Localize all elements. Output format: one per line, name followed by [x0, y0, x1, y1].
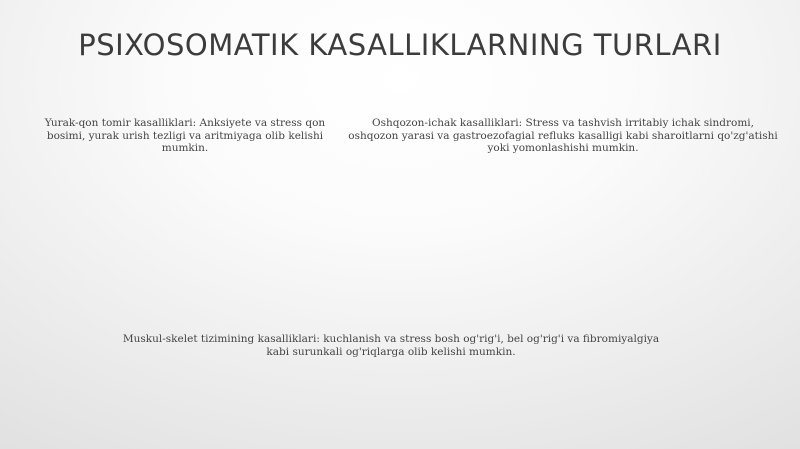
cardiovascular-text: Yurak-qon tomir kasalliklari: Anksiyete va stress qon bosimi, yurak urish tezligi va aritmiyaga olib kelishi mumkin. — [44, 117, 326, 154]
slide-title: PSIXOSOMATIK KASALLIKLARNING TURLARI — [78, 28, 722, 62]
gastrointestinal-text: Oshqozon-ichak kasalliklari: Stress va tashvish irritabiy ichak sindromi, oshqozon yarasi va gastroezofagial refluks kasalligi kabi sharoitlarni qo'zg'atishi yoki yomonlashishi mumkin. — [348, 117, 778, 154]
musculoskeletal-text: Muskul-skelet tizimining kasalliklari: kuchlanish va stress bosh og'rig'i, bel og'rig'i va fibromiyalgiya kabi surunkali og'riqlarga olib kelishi mumkin. — [122, 333, 660, 358]
